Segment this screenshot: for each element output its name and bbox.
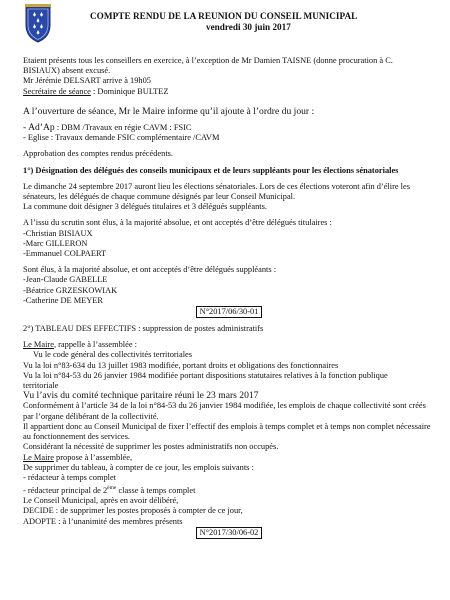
attendance-line-1: Etaient présents tous les conseillers en exercice, à l’exception de Mr Damien TAISNE (donne procuration à C. xyxy=(23,56,393,65)
titulaire-item: -Emmanuel COLPAERT xyxy=(23,249,107,259)
council-deliberation: Le Conseil Municipal, après en avoir délibéré, xyxy=(23,496,179,506)
document-header xyxy=(90,11,430,32)
legal-reference: Vu la loi n°84-53 du 26 janvier 1984 modifiée portant dispositions statutaires relatives à la fonction publique xyxy=(23,370,388,380)
legal-reference: Vu la loi n°83-634 du 13 juillet 1983 modifiée, portant droits et obligations des fonctionnaires xyxy=(23,360,339,370)
adopted-line: ADOPTE : à l’unanimité des membres présents xyxy=(23,516,183,526)
attendance-line-2: BISIAUX) absent excusé. xyxy=(23,66,111,76)
document-body xyxy=(23,56,435,539)
considering-line: Considérant la nécessité de supprimer les postes administratifs non occupés. xyxy=(23,442,279,452)
deliberation-reference: N°2017/06/30-01 xyxy=(196,306,263,318)
legal-paragraph: Il appartient donc au Conseil Municipal de fixer l’effectif des emplois à temps complet et à temps non complet nécessaire au fonctionnement des services. xyxy=(23,421,431,442)
suppleants-intro: Sont élus, à la majorité absolue, et ont acceptés d’être délégués suppléants : xyxy=(23,265,277,275)
approval-line: Approbation des comptes rendus précédents. xyxy=(23,149,174,159)
section-2-title: 2°) TABLEAU DES EFFECTIFS : suppression de postes administratifs xyxy=(23,324,264,334)
arrival-note: Mr Jérémie DELSART arrive à 19h05 xyxy=(23,76,151,86)
mayor-proposal: Le Maire propose à l’assemblée, xyxy=(23,452,133,462)
secretary-label: Secrétaire de séance xyxy=(23,86,91,96)
post-item: - rédacteur à temps complet xyxy=(23,472,117,482)
deliberation-reference: N°2017/30/06-02 xyxy=(196,527,263,539)
suppleant-item: -Jean-Claude GABELLE xyxy=(23,275,108,285)
opening-statement: A l’ouverture de séance, Mr le Maire informe qu’il ajoute à l’ordre du jour : xyxy=(23,105,315,117)
suppleant-item: -Béatrice GRZESKOWIAK xyxy=(23,285,118,295)
agenda-item-eglise: - Eglise : Travaux demande FSIC complémentaire /CAVM xyxy=(23,133,220,143)
section-1-delegates-count: La commune doit désigner 3 délégués titulaires et 3 délégués suppléants. xyxy=(23,202,267,212)
secretary-line xyxy=(23,87,435,97)
titulaires-intro: A l’issu du scrutin sont élus, à la majorité absolue, et ont acceptés d’être délégués titulaires : xyxy=(23,218,332,228)
titulaire-item: -Christian BISIAUX xyxy=(23,228,93,238)
post-item: - rédacteur principal de 2ème classe à temps complet xyxy=(23,485,196,495)
decision-line: DECIDE : de supprimer les postes proposés à compter de ce jour, xyxy=(23,506,243,516)
document-title: COMPTE RENDU DE LA REUNION DU CONSEIL MUNICIPAL xyxy=(90,11,358,21)
legal-paragraph: Conformément à l’article 34 de la loi n°84-53 du 26 janvier 1984 modifiée, les emplois de chaque collectivité sont créés par l’organe délibérant de la collectivité. xyxy=(23,401,426,421)
agenda-item-adap: - Ad’Ap : DBM /Travaux en régie CAVM : FSIC xyxy=(23,122,192,134)
proposal-line: De supprimer du tableau, à compter de ce jour, les emplois suivants : xyxy=(23,462,254,472)
meeting-date: vendredi 30 juin 2017 xyxy=(206,22,291,32)
section-1-paragraph: Le dimanche 24 septembre 2017 auront lieu les élections sénatoriales. Lors de ces élections voteront afin d’élire les sénateurs, les délégués de chaque commune désignés par leur Conseil Municipal. xyxy=(23,181,410,202)
secretary-name: : Dominique BULTEZ xyxy=(90,86,169,96)
suppleant-item: -Catherine DE MEYER xyxy=(23,295,104,305)
legal-reference-cont: territoriale xyxy=(23,381,59,391)
legal-reference: Vu l’avis du comité technique paritaire réuni le 23 mars 2017 xyxy=(23,390,259,402)
titulaire-item: -Marc GILLERON xyxy=(23,238,88,248)
section-1-title: 1°) Désignation des délégués des conseils municipaux et de leurs suppléants pour les élections sénatoriales xyxy=(23,165,399,175)
coat-of-arms-logo xyxy=(24,3,52,43)
mayor-reminder: Le Maire, rappelle à l’assemblée : xyxy=(23,340,137,350)
legal-reference: Vu le code général des collectivités territoriales xyxy=(33,350,193,360)
